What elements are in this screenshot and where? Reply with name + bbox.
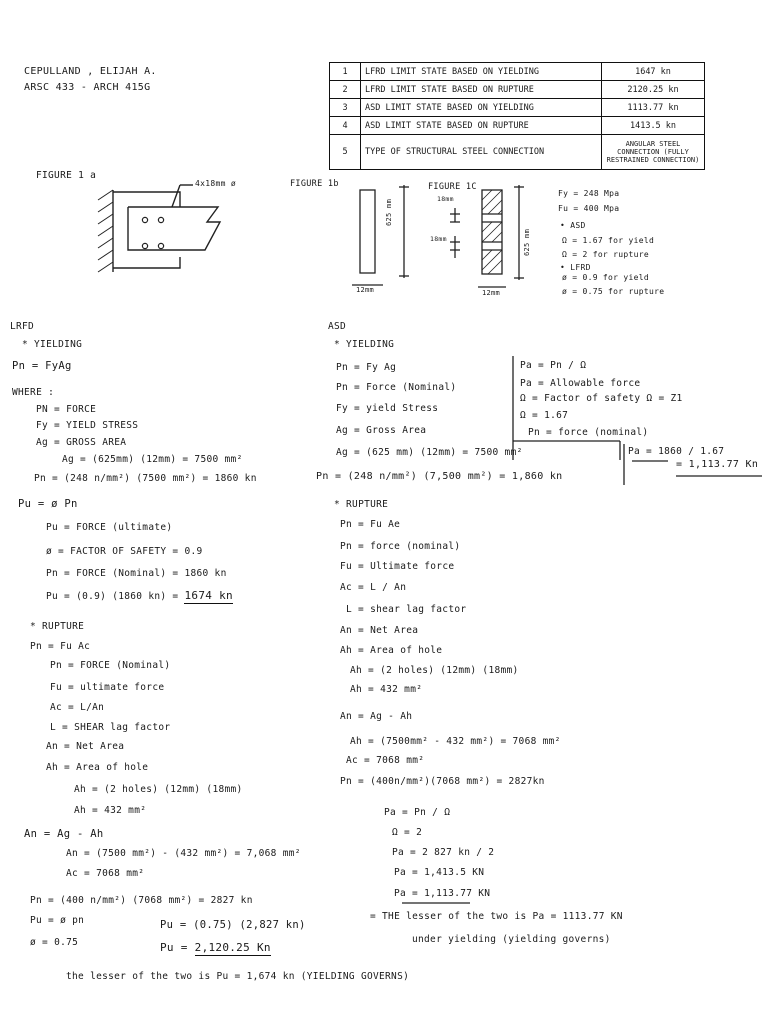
lrfd-pu-item: Pn = FORCE (Nominal) = 1860 kn xyxy=(46,568,227,579)
lrfd-ag-calc: Ag = (625mm) (12mm) = 7500 mm² xyxy=(62,454,243,465)
asd-pa-final: Pa = 1,113.77 KN xyxy=(394,888,491,899)
figure-1b-height: 625 mm xyxy=(385,198,393,226)
lrfd-rup-item: Pn = FORCE (Nominal) xyxy=(50,660,171,671)
given-phi-rupture: ø = 0.75 for rupture xyxy=(562,287,665,296)
asd-line: Ag = (625 mm) (12mm) = 7500 mm² xyxy=(336,447,523,458)
lrfd-an-eq: An = Ag - Ah xyxy=(24,828,104,840)
lrfd-an-calc: An = (7500 mm²) - (432 mm²) = 7,068 mm² xyxy=(66,848,301,859)
lrfd-pn-calc: Pn = (248 n/mm²) (7500 mm²) = 1860 kn xyxy=(34,473,257,484)
row-value: 2120.25 kn xyxy=(602,81,705,99)
lrfd-rup-item: Ah = (2 holes) (12mm) (18mm) xyxy=(74,784,243,795)
row-number: 3 xyxy=(330,99,361,117)
figure-1b-width: 12mm xyxy=(356,286,375,294)
asd-pa-rupture: Pa = 1,413.5 KN xyxy=(394,867,485,878)
asd-rup-line: L = shear lag factor xyxy=(346,604,467,615)
row-description: LFRD LIMIT STATE BASED ON RUPTURE xyxy=(361,81,602,99)
lrfd-pu2-result-label: Pu = xyxy=(160,941,188,954)
lrfd-rup-item: L = SHEAR lag factor xyxy=(50,722,171,733)
asd-pa-line: Pa = 2 827 kn / 2 xyxy=(392,847,495,858)
asd-line: Pn = Fy Ag xyxy=(336,362,397,373)
lrfd-pu2-calc: Pu = (0.75) (2,827 kn) xyxy=(160,919,306,931)
student-name: CEPULLAND , ELIJAH A. xyxy=(24,66,157,77)
given-omega-rupture: Ω = 2 for rupture xyxy=(562,250,649,259)
lrfd-pu-calc-text: Pu = (0.9) (1860 kn) = xyxy=(46,591,179,602)
asd-box-line: Pa = Allowable force xyxy=(520,378,641,389)
lrfd-ac-calc: Ac = 7068 mm² xyxy=(66,868,145,879)
asd-rup-line: Ah = (7500mm² - 432 mm²) = 7068 mm² xyxy=(350,736,561,747)
asd-rup-line: Ac = L / An xyxy=(340,582,407,593)
asd-rup-line: An = Net Area xyxy=(340,625,419,636)
given-fu: Fu = 400 Mpa xyxy=(558,204,620,213)
asd-rup-line: Pn = Fu Ae xyxy=(340,519,401,530)
asd-rup-line: Ah = Area of hole xyxy=(340,645,443,656)
figure-1a-label: FIGURE 1 a xyxy=(36,170,97,181)
asd-rup-line: An = Ag - Ah xyxy=(340,711,413,722)
lrfd-phi: ø = 0.75 xyxy=(30,937,79,948)
lrfd-where-item: PN = FORCE xyxy=(36,404,97,415)
row-description: LFRD LIMIT STATE BASED ON YIELDING xyxy=(361,63,602,81)
figure-1c-mid-dim: 18mm xyxy=(430,235,447,243)
asd-pa-result: = 1,113.77 Kn xyxy=(676,459,759,470)
lrfd-pu-item: Pu = FORCE (ultimate) xyxy=(46,522,173,533)
asd-line: Ag = Gross Area xyxy=(336,425,427,436)
row-number: 4 xyxy=(330,117,361,135)
lrfd-pu-calc xyxy=(46,590,233,602)
lrfd-title: LRFD xyxy=(10,321,35,332)
lrfd-conclusion: the lesser of the two is Pu = 1,674 kn (YIELDING GOVERNS) xyxy=(66,971,410,982)
asd-box-line: Ω = Factor of safety Ω = Z1 xyxy=(520,393,683,404)
asd-rup-line: Fu = Ultimate force xyxy=(340,561,455,572)
asd-line: Fy = yield Stress xyxy=(336,403,439,414)
lrfd-where: WHERE : xyxy=(12,387,55,398)
figure-1c-label: FIGURE 1C xyxy=(428,182,477,192)
asd-pa-line: Pa = Pn / Ω xyxy=(384,807,451,818)
lrfd-pn-rupture: Pn = (400 n/mm²) (7068 mm²) = 2827 kn xyxy=(30,895,253,906)
lrfd-rup-item: Ah = Area of hole xyxy=(46,762,149,773)
asd-box-line: Pa = Pn / Ω xyxy=(520,360,587,371)
given-asd: • ASD xyxy=(560,221,586,230)
asd-pa-line: Ω = 2 xyxy=(392,827,423,838)
lrfd-rupture-title: * RUPTURE xyxy=(30,621,85,632)
lrfd-rup-item: An = Net Area xyxy=(46,741,125,752)
asd-conclusion-1: = THE lesser of the two is Pa = 1113.77 KN xyxy=(370,911,623,922)
lrfd-pu2-result-row xyxy=(160,942,271,953)
asd-yielding-title: * YIELDING xyxy=(334,339,395,350)
figure-1a-bolt-label: 4x18mm ø xyxy=(195,179,236,188)
asd-box-line: Pn = force (nominal) xyxy=(528,427,649,438)
given-lfrd: • LFRD xyxy=(560,263,591,272)
asd-rup-line: Ah = (2 holes) (12mm) (18mm) xyxy=(350,665,519,676)
lrfd-rup-item: Ah = 432 mm² xyxy=(74,805,147,816)
figure-1b-label: FIGURE 1b xyxy=(290,179,339,189)
lrfd-rup-eq: Pn = Fu Ac xyxy=(30,641,91,652)
figure-1c-top-dim: 18mm xyxy=(437,195,454,203)
asd-rup-line: Ac = 7068 mm² xyxy=(346,755,425,766)
lrfd-pu-eq: Pu = ø Pn xyxy=(18,498,78,510)
row-value: 1113.77 kn xyxy=(602,99,705,117)
lrfd-where-item: Fy = YIELD STRESS xyxy=(36,420,139,431)
lrfd-pu2-result: 2,120.25 Kn xyxy=(194,941,271,954)
lrfd-where-item: Ag = GROSS AREA xyxy=(36,437,127,448)
course-code: ARSC 433 - ARCH 415G xyxy=(24,82,151,93)
lrfd-pu-item: ø = FACTOR OF SAFETY = 0.9 xyxy=(46,546,203,557)
asd-rup-line: Ah = 432 mm² xyxy=(350,684,423,695)
given-fy: Fy = 248 Mpa xyxy=(558,189,620,198)
asd-rup-line: Pn = (400n/mm²)(7068 mm²) = 2827kn xyxy=(340,776,545,787)
lrfd-rup-item: Ac = L/An xyxy=(50,702,105,713)
lrfd-pn-eq: Pn = FyAg xyxy=(12,360,72,372)
figure-1c-height: 625 mm xyxy=(523,228,531,256)
row-description: ASD LIMIT STATE BASED ON RUPTURE xyxy=(361,117,602,135)
row-value: 1647 kn xyxy=(602,63,705,81)
asd-conclusion-2: under yielding (yielding governs) xyxy=(412,934,611,945)
row-description: TYPE OF STRUCTURAL STEEL CONNECTION xyxy=(361,135,602,170)
asd-pn-calc: Pn = (248 n/mm²) (7,500 mm²) = 1,860 kn xyxy=(316,471,563,482)
row-number: 1 xyxy=(330,63,361,81)
row-description: ASD LIMIT STATE BASED ON YIELDING xyxy=(361,99,602,117)
given-phi-yield: ø = 0.9 for yield xyxy=(562,273,649,282)
asd-pa-calc: Pa = 1860 / 1.67 xyxy=(628,446,725,457)
given-omega-yield: Ω = 1.67 for yield xyxy=(562,236,655,245)
figure-1c-width: 12mm xyxy=(482,289,501,297)
row-value: ANGULAR STEEL CONNECTION (FULLY RESTRAINED CONNECTION) xyxy=(602,135,705,170)
lrfd-yielding-title: * YIELDING xyxy=(22,339,83,350)
lrfd-pu-result: 1674 kn xyxy=(184,589,233,602)
lrfd-pu2-eq: Pu = ø pn xyxy=(30,915,85,926)
asd-rup-line: Pn = force (nominal) xyxy=(340,541,461,552)
asd-title: ASD xyxy=(328,321,347,332)
lrfd-rup-item: Fu = ultimate force xyxy=(50,682,165,693)
asd-line: Pn = Force (Nominal) xyxy=(336,382,457,393)
row-number: 5 xyxy=(330,135,361,170)
row-value: 1413.5 kn xyxy=(602,117,705,135)
asd-rupture-title: * RUPTURE xyxy=(334,499,389,510)
asd-box-line: Ω = 1.67 xyxy=(520,410,569,421)
row-number: 2 xyxy=(330,81,361,99)
